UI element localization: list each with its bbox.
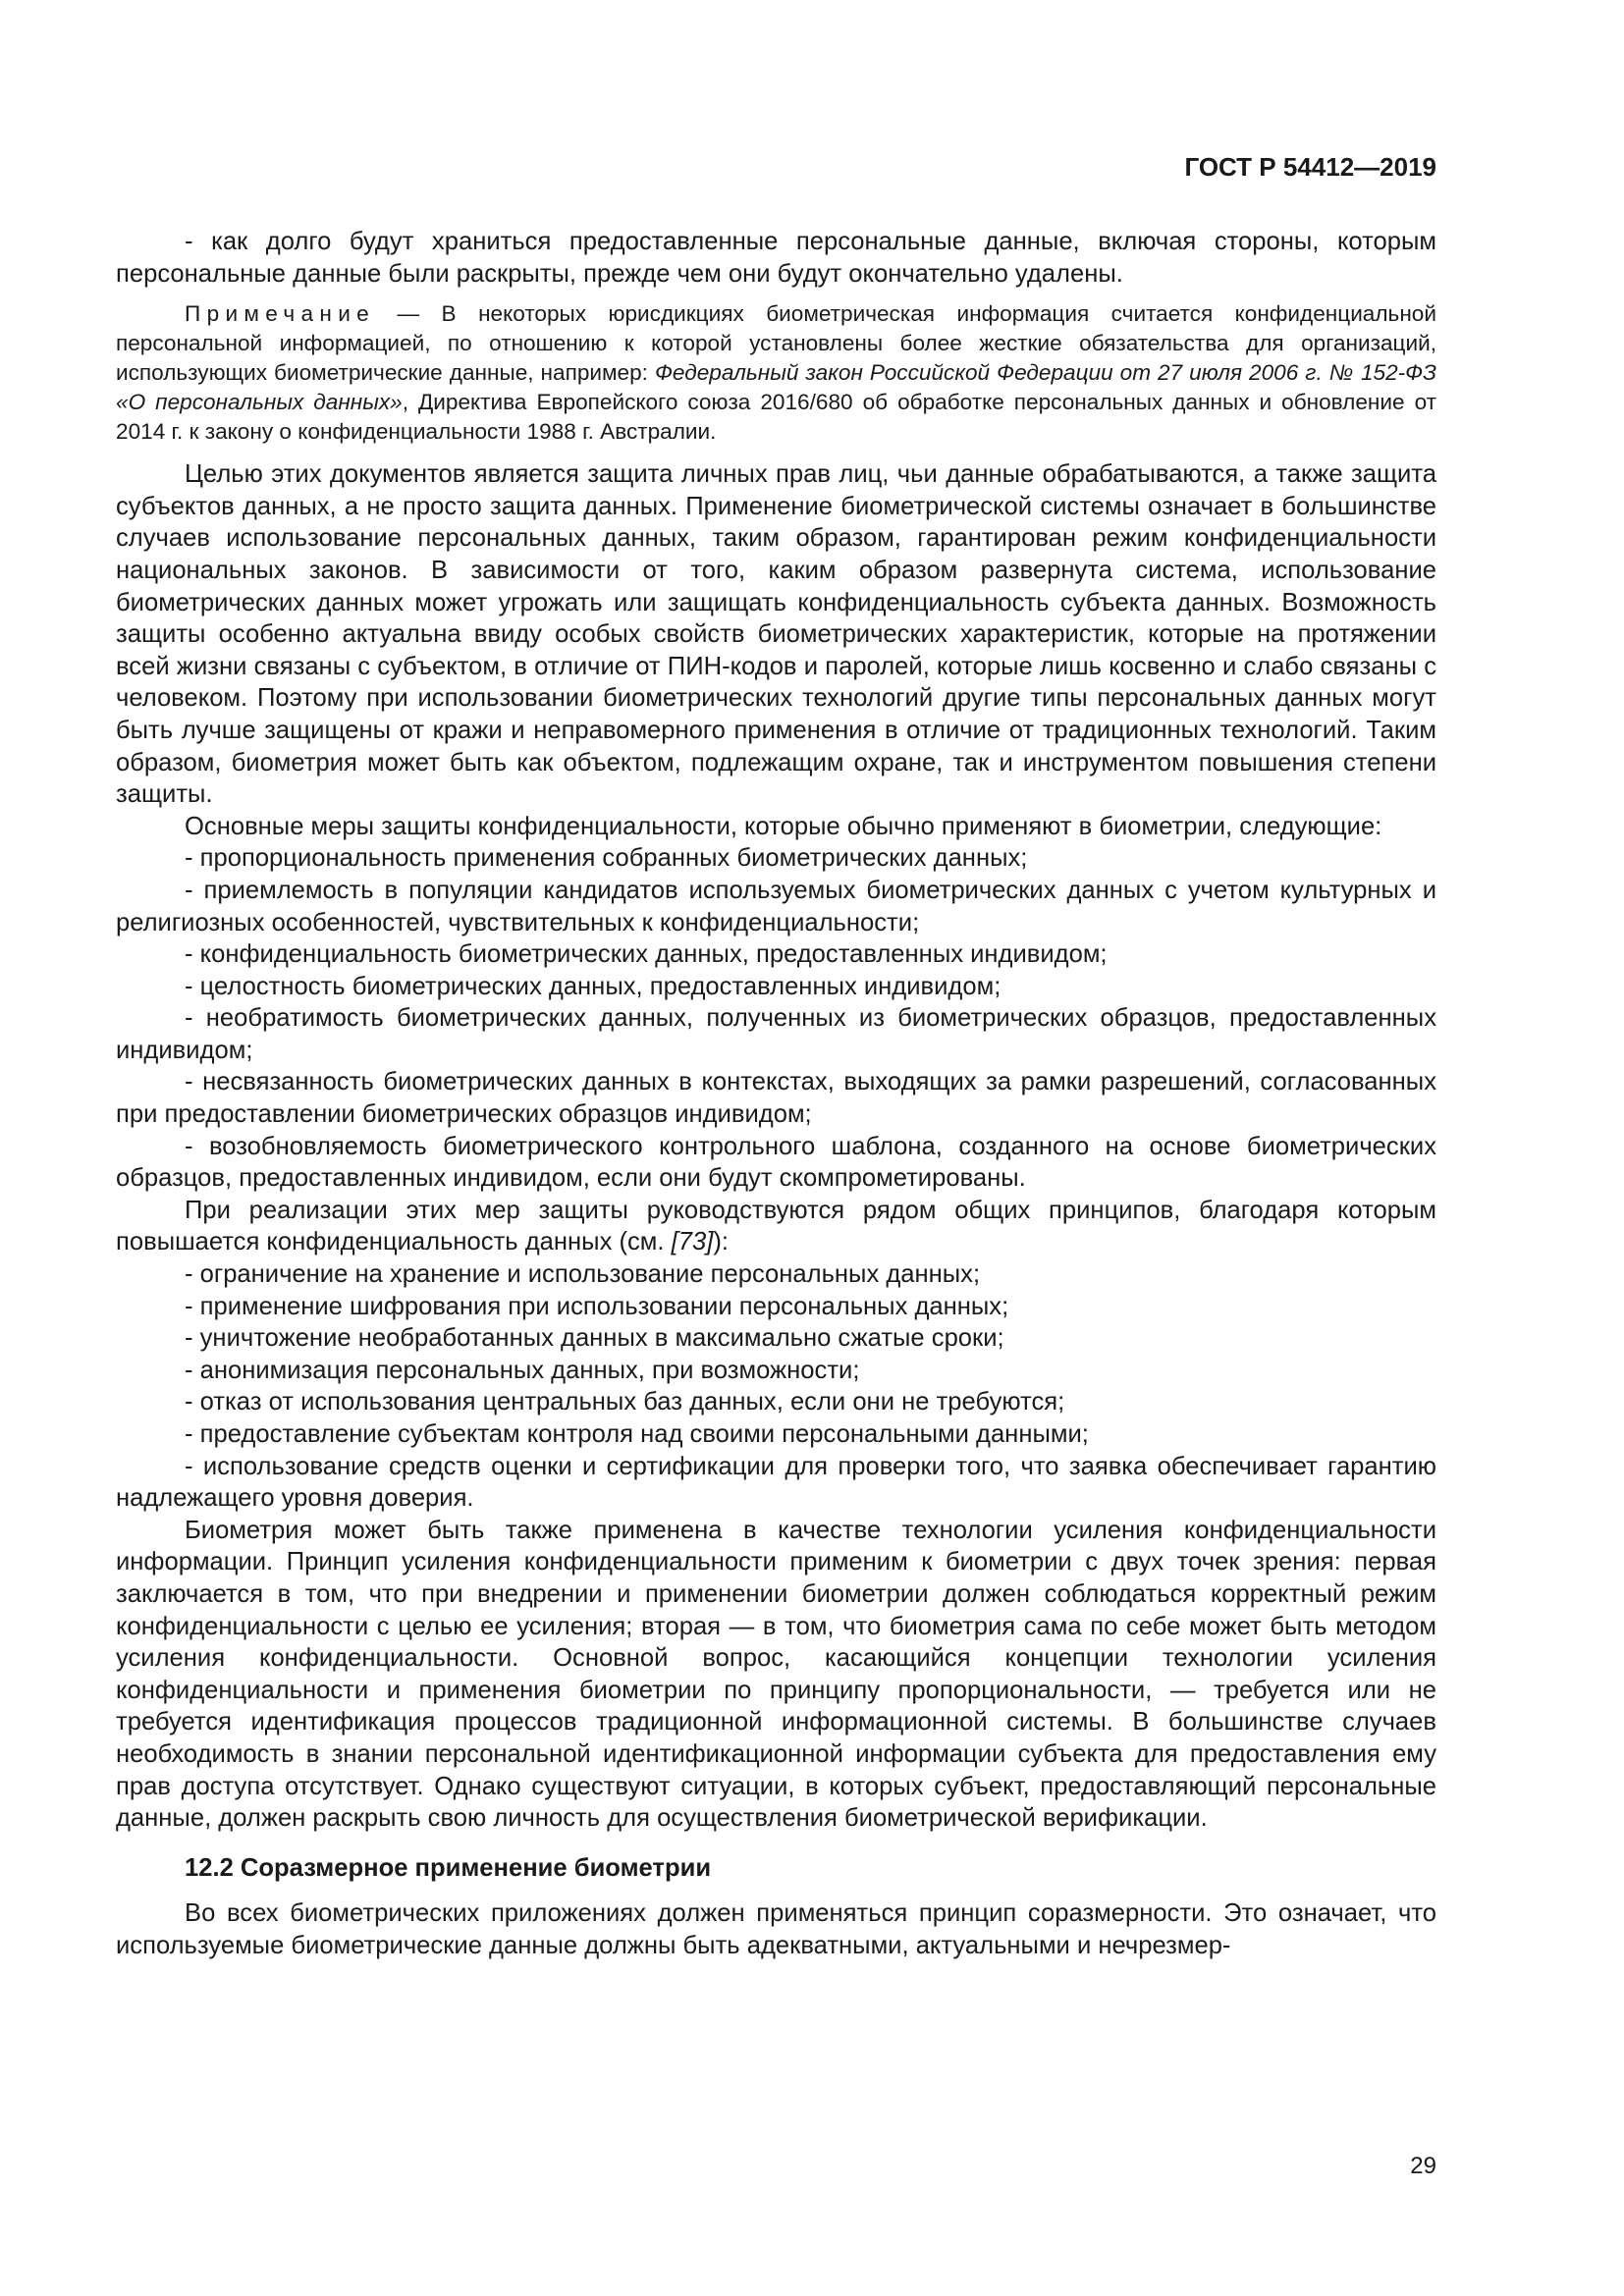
paragraph-proportionality: Во всех биометрических приложениях должен применяться принцип соразмерности. Это означает, что используемые биометрические данные должны быть адекватными, актуальными и нечрезмер- bbox=[116, 1899, 1436, 1959]
section-heading: 12.2 Соразмерное применение биометрии bbox=[185, 1853, 712, 1882]
list-item-principle: - предоставление субъектам контроля над своими персональными данными; bbox=[185, 1420, 1089, 1448]
note-law-citation: Федеральный закон Российской Федерации от 27 июля 2006 г. № 152-ФЗ «О персональных данных» bbox=[116, 360, 1436, 415]
list-item-measure: - несвязанность биометрических данных в контекстах, выходящих за рамки разрешений, согласованных при предоставлении биометрических образцов индивидом; bbox=[116, 1068, 1436, 1129]
list-item-measure: - возобновляемость биометрического контрольного шаблона, созданного на основе биометрических образцов, предоставленных индивидом, если они будут скомпрометированы. bbox=[116, 1132, 1436, 1193]
list-item-measure: - целостность биометрических данных, предоставленных индивидом; bbox=[185, 972, 1001, 1000]
principles-intro-text: При реализации этих мер защиты руководствуются рядом общих принципов, благодаря которым повышается конфиденциальность данных (см. bbox=[116, 1196, 1436, 1256]
principles-intro-end: ): bbox=[713, 1228, 729, 1256]
paragraph-retention: - как долго будут храниться предоставленные персональные данные, включая стороны, которым персональные данные были раскрыты, прежде чем они будут окончательно удалены. bbox=[116, 228, 1436, 288]
list-item-measure: - приемлемость в популяции кандидатов используемых биометрических данных с учетом культурных и религиозных особенностей, чувствительных к конфиденциальности; bbox=[116, 876, 1436, 936]
bibliography-reference: [73] bbox=[671, 1228, 714, 1256]
paragraph-privacy-enhancing: Биометрия может быть также применена в качестве технологии усиления конфиденциальности информации. Принцип усиления конфиденциальности применим к биометрии с двух точек зрения: первая заключается в том, что при внедрении и применении биометрии должен соблюдаться корректный режим конфиденциальности с целью ее усиления; вторая — в том, что биометрия сама по себе может быть методом усиления конфиденциальности. Основной вопрос, касающийся концепции технологии усиления конфиденциальности и применения биометрии по принципу пропорциональности, — требуется или не требуется идентификация процессов традиционной информационной системы. В большинстве случаев необходимость в знании персональной идентификационной информации субъекта для предоставления ему прав доступа отсутствует. Однако существуют ситуации, в которых субъект, предоставляющий персональные данные, должен раскрыть свою личность для осуществления биометрической верификации. bbox=[116, 1516, 1436, 1833]
list-item-measure: - пропорциональность применения собранных биометрических данных; bbox=[185, 844, 1028, 873]
page-number: 29 bbox=[1410, 2153, 1436, 2179]
list-item-measure: - конфиденциальность биометрических данных, предоставленных индивидом; bbox=[185, 940, 1108, 969]
list-item-measure: - необратимость биометрических данных, полученных из биометрических образцов, предоставленных индивидом; bbox=[116, 1004, 1436, 1064]
document-id-header: ГОСТ Р 54412—2019 bbox=[1184, 152, 1436, 182]
document-body bbox=[116, 226, 1436, 1962]
note-text-a: — В некоторых юрисдикциях биометрическая информация считается конфиденциальной персональной информацией, по отношению к которой установлены более жесткие обязательства для организаций, использующих биометрические данные, например: bbox=[116, 301, 1436, 386]
note-label: Примечание bbox=[185, 301, 376, 327]
list-item-principle: - отказ от использования центральных баз данных, если они не требуются; bbox=[185, 1388, 1065, 1416]
paragraph-principles-intro bbox=[116, 1195, 1436, 1258]
list-item-principle: - применение шифрования при использовании персональных данных; bbox=[185, 1292, 1009, 1320]
paragraph-measures-intro: Основные меры защиты конфиденциальности, которые обычно применяют в биометрии, следующие: bbox=[185, 812, 1382, 840]
list-item-principle: - анонимизация персональных данных, при возможности; bbox=[185, 1356, 860, 1384]
note-paragraph bbox=[116, 299, 1436, 447]
list-item-principle: - уничтожение необработанных данных в максимально сжатые сроки; bbox=[185, 1324, 1004, 1353]
list-item-principle: - ограничение на хранение и использование персональных данных; bbox=[185, 1260, 981, 1289]
paragraph-purpose: Целью этих документов является защита личных прав лиц, чьи данные обрабатываются, а также защита субъектов данных, а не просто защита данных. Применение биометрической системы означает в большинстве случаев использование персональных данных, таким образом, гарантирован режим конфиденциальности национальных законов. В зависимости от того, каким образом развернута система, использование биометрических данных может угрожать или защищать конфиденциальность субъекта данных. Возможность защиты особенно актуальна ввиду особых свойств биометрических характеристик, которые на протяжении всей жизни связаны с субъектом, в отличие от ПИН-кодов и паролей, которые лишь косвенно и слабо связаны с человеком. Поэтому при использовании биометрических технологий другие типы персональных данных могут быть лучше защищены от кражи и неправомерного применения в отличие от традиционных технологий. Таким образом, биометрия может быть как объектом, подлежащим охране, так и инструментом повышения степени защиты. bbox=[116, 460, 1436, 809]
note-text-b: , Директива Европейского союза 2016/680 об обработке персональных данных и обновление от 2014 г. к закону о конфиденциальности 1988 г. Австралии. bbox=[116, 390, 1436, 445]
list-item-principle: - использование средств оценки и сертификации для проверки того, что заявка обеспечивает гарантию надлежащего уровня доверия. bbox=[116, 1452, 1436, 1513]
